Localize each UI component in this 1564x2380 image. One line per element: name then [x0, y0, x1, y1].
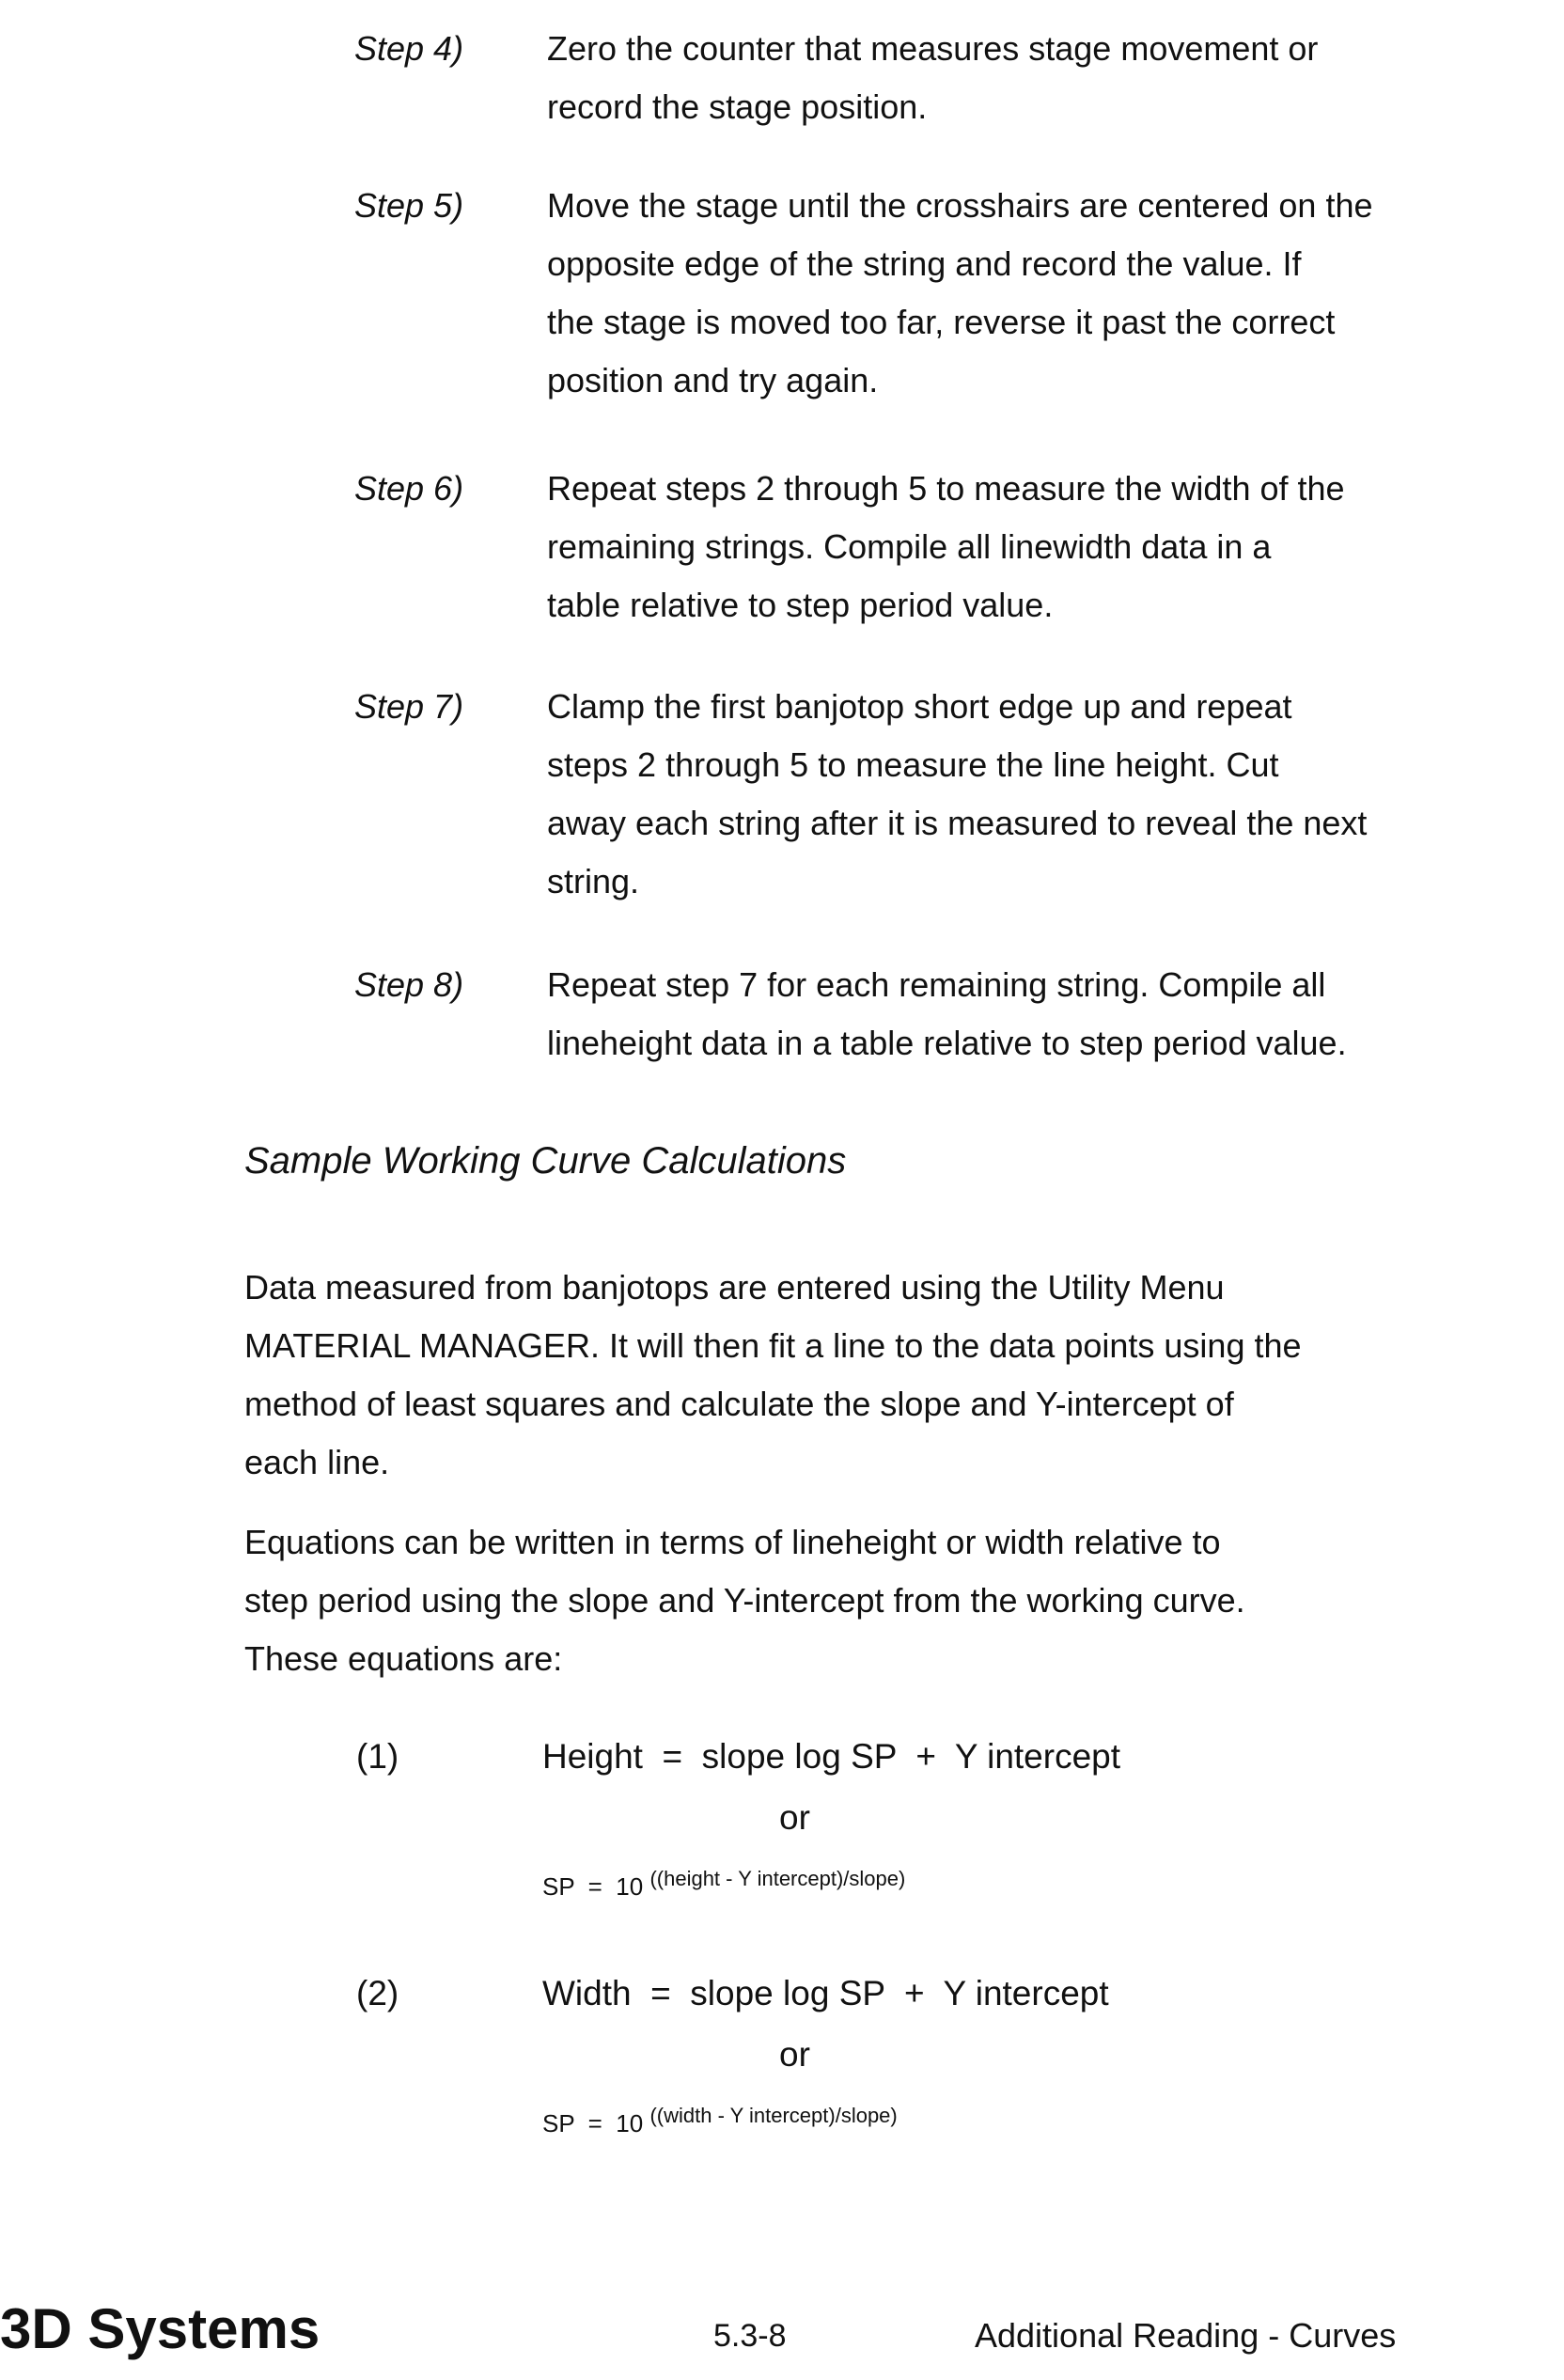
text-line: position and try again. [547, 352, 1373, 410]
equation-main: Width = slope log SP + Y intercept [542, 1965, 1109, 2023]
step-text [547, 956, 1347, 1073]
text-line: Equations can be written in terms of lineheight or width relative to [244, 1513, 1245, 1572]
text-line: Zero the counter that measures stage movement or [547, 20, 1318, 78]
step-label: Step 5) [354, 177, 463, 235]
text-line: each line. [244, 1433, 1302, 1492]
equation-alt [542, 2092, 898, 2147]
equation-or: or [779, 1789, 810, 1847]
equation-exponent: ((width - Y intercept)/slope) [649, 2104, 897, 2127]
step-text [547, 20, 1318, 136]
equation-number: (2) [356, 1965, 399, 2023]
text-line: Repeat steps 2 through 5 to measure the width of the [547, 460, 1345, 518]
step-text [547, 460, 1345, 634]
text-line: record the stage position. [547, 78, 1318, 136]
text-line: method of least squares and calculate the slope and Y-intercept of [244, 1375, 1302, 1433]
section-heading: Sample Working Curve Calculations [244, 1132, 846, 1190]
text-line: string. [547, 853, 1367, 911]
text-line: opposite edge of the string and record the value. If [547, 235, 1373, 293]
step-text [547, 177, 1373, 410]
equation-exponent: ((height - Y intercept)/slope) [649, 1867, 905, 1890]
step-text [547, 678, 1367, 911]
equation-main: Height = slope log SP + Y intercept [542, 1728, 1120, 1786]
step-label: Step 7) [354, 678, 463, 736]
text-line: Repeat step 7 for each remaining string. Compile all [547, 956, 1347, 1014]
equation-base: SP = 10 [542, 2109, 643, 2137]
step-label: Step 4) [354, 20, 463, 78]
text-line: away each string after it is measured to reveal the next [547, 794, 1367, 853]
paragraph-2 [244, 1513, 1245, 1688]
page-number: 5.3-8 [713, 2303, 787, 2369]
paragraph-1 [244, 1259, 1302, 1492]
text-line: steps 2 through 5 to measure the line height. Cut [547, 736, 1367, 794]
text-line: Clamp the first banjotop short edge up and repeat [547, 678, 1367, 736]
text-line: remaining strings. Compile all linewidth data in a [547, 518, 1345, 576]
step-label: Step 6) [354, 460, 463, 518]
text-line: table relative to step period value. [547, 576, 1345, 634]
equation-or: or [779, 2026, 810, 2084]
text-line: lineheight data in a table relative to step period value. [547, 1014, 1347, 1073]
text-line: Move the stage until the crosshairs are centered on the [547, 177, 1373, 235]
text-line: These equations are: [244, 1630, 1245, 1688]
equation-alt [542, 1855, 905, 1910]
equation-number: (1) [356, 1728, 399, 1786]
company-name: 3D Systems [0, 2296, 320, 2362]
section-title: Additional Reading - Curves [975, 2303, 1396, 2369]
text-line: Data measured from banjotops are entered using the Utility Menu [244, 1259, 1302, 1317]
text-line: MATERIAL MANAGER. It will then fit a line to the data points using the [244, 1317, 1302, 1375]
equation-base: SP = 10 [542, 1872, 643, 1901]
text-line: step period using the slope and Y-intercept from the working curve. [244, 1572, 1245, 1630]
step-label: Step 8) [354, 956, 463, 1014]
text-line: the stage is moved too far, reverse it past the correct [547, 293, 1373, 352]
